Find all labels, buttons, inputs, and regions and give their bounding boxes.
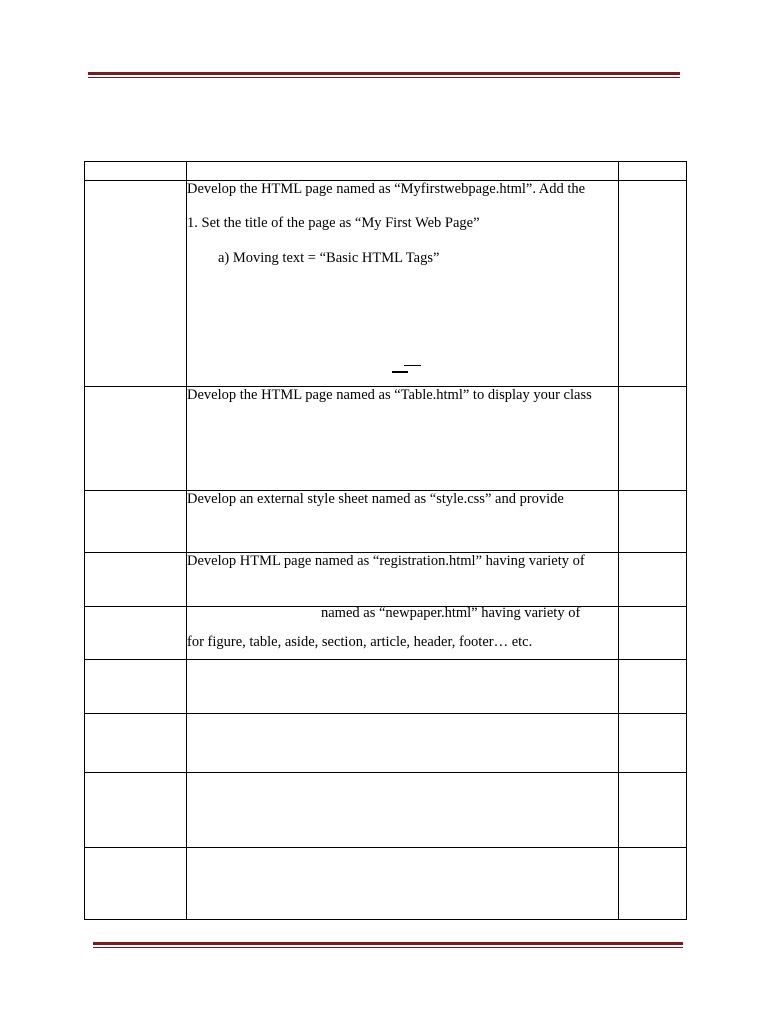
table-row	[85, 181, 687, 387]
cell-number	[85, 714, 187, 773]
cell-number	[85, 848, 187, 920]
cell-practical	[187, 387, 619, 491]
practical-text-line: named as “newpaper.html” having variety of	[321, 605, 581, 621]
practical-list-table	[84, 161, 687, 920]
practical-text-line: Develop HTML page named as “registration.html” having variety of	[187, 553, 585, 569]
table-row	[85, 387, 687, 491]
table-row	[85, 773, 687, 848]
table-row	[85, 553, 687, 607]
dash-mark	[404, 365, 421, 366]
table-header-row	[85, 162, 687, 181]
practical-text-line: for figure, table, aside, section, article, header, footer… etc.	[187, 634, 533, 651]
cell-practical	[187, 660, 619, 714]
cell-practical	[187, 491, 619, 553]
cell-sign	[619, 848, 687, 920]
cell-sign	[619, 181, 687, 387]
table-row	[85, 848, 687, 920]
cell-practical	[187, 607, 619, 660]
cell-sign	[619, 387, 687, 491]
practical-text-line: Develop the HTML page named as “Myfirstwebpage.html”. Add the	[187, 181, 586, 197]
cell-sign	[619, 491, 687, 553]
cell-number	[85, 553, 187, 607]
cell-sign	[619, 714, 687, 773]
practical-text-line: a) Moving text = “Basic HTML Tags”	[218, 249, 440, 266]
cell-number	[85, 660, 187, 714]
cell-number	[85, 387, 187, 491]
cell-sign	[619, 660, 687, 714]
header-rule	[88, 72, 680, 78]
practical-text-line: Develop the HTML page named as “Table.html” to display your class	[187, 387, 592, 403]
dash-mark	[392, 371, 408, 373]
cell-sign	[619, 607, 687, 660]
footer-rule	[93, 942, 683, 948]
table-row	[85, 660, 687, 714]
cell-sign	[619, 553, 687, 607]
cell-practical	[187, 848, 619, 920]
practical-text-line: Develop an external style sheet named as “style.css” and provide	[187, 491, 564, 507]
cell-number	[85, 181, 187, 387]
cell-practical	[187, 181, 619, 387]
table-row	[85, 714, 687, 773]
cell-number	[85, 491, 187, 553]
table-row	[85, 491, 687, 553]
cell-sign	[619, 773, 687, 848]
cell-number	[85, 773, 187, 848]
cell-practical	[187, 162, 619, 181]
cell-number	[85, 162, 187, 181]
cell-practical	[187, 553, 619, 607]
cell-practical	[187, 714, 619, 773]
cell-sign	[619, 162, 687, 181]
stray-marks	[187, 371, 618, 372]
table-row	[85, 607, 687, 660]
cell-practical	[187, 773, 619, 848]
practical-text-line: 1. Set the title of the page as “My First Web Page”	[187, 215, 480, 232]
cell-number	[85, 607, 187, 660]
